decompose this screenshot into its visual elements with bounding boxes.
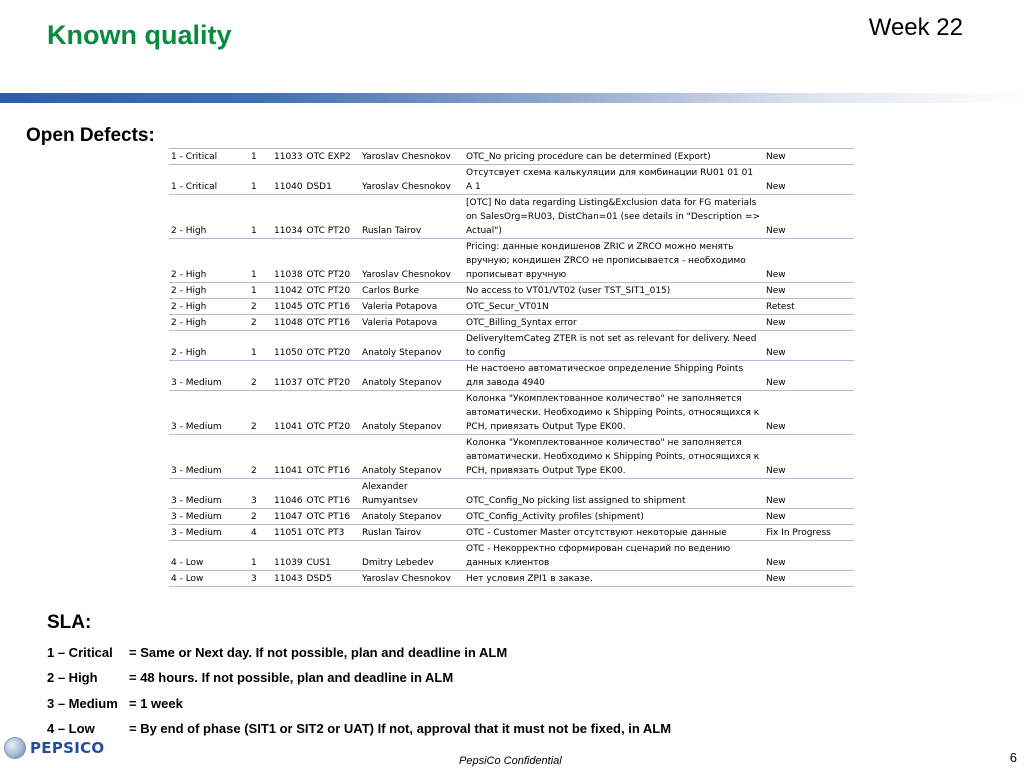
cell-count: 1 [249, 283, 272, 299]
cell-severity: 3 - Medium [169, 361, 249, 391]
cell-severity: 3 - Medium [169, 479, 249, 509]
cell-severity: 2 - High [169, 299, 249, 315]
cell-severity: 1 - Critical [169, 165, 249, 195]
cell-severity: 3 - Medium [169, 391, 249, 435]
defect-area: OTC PT16 [306, 466, 351, 476]
sla-item [47, 670, 453, 685]
cell-description: Колонка "Укомплектованное количество" не заполняется автоматически. Необходимо к Shipping Points, относящихся к PCH, привязать Output Type EK00. [464, 435, 764, 479]
cell-status: New [764, 391, 854, 435]
defect-area: OTC PT16 [306, 512, 351, 522]
cell-owner: Valeria Potapova [360, 315, 464, 331]
table-row [169, 435, 854, 479]
cell-description: OTC_Secur_VT01N [464, 299, 764, 315]
cell-count: 3 [249, 479, 272, 509]
cell-defect-id [272, 509, 360, 525]
defect-area: DSD1 [306, 182, 332, 192]
cell-defect-id [272, 541, 360, 571]
cell-owner: Yaroslav Chesnokov [360, 165, 464, 195]
cell-status: New [764, 435, 854, 479]
cell-severity: 2 - High [169, 315, 249, 331]
cell-defect-id [272, 165, 360, 195]
defect-id: 11041 [274, 466, 303, 476]
table-row [169, 149, 854, 165]
defect-id: 11033 [274, 152, 303, 162]
cell-defect-id [272, 149, 360, 165]
cell-defect-id [272, 435, 360, 479]
table-row [169, 361, 854, 391]
cell-count: 2 [249, 315, 272, 331]
cell-count: 2 [249, 391, 272, 435]
defect-id: 11051 [274, 528, 303, 538]
table-row [169, 391, 854, 435]
cell-defect-id [272, 299, 360, 315]
sla-text: = 48 hours. If not possible, plan and deadline in ALM [129, 670, 454, 685]
cell-count: 2 [249, 299, 272, 315]
cell-severity: 3 - Medium [169, 509, 249, 525]
cell-status: New [764, 571, 854, 587]
slide-title: Known quality [47, 20, 232, 50]
cell-count: 1 [249, 195, 272, 239]
cell-status: New [764, 331, 854, 361]
cell-count: 2 [249, 361, 272, 391]
cell-count: 1 [249, 331, 272, 361]
cell-severity: 3 - Medium [169, 435, 249, 479]
cell-severity: 2 - High [169, 239, 249, 283]
sla-heading: SLA: [47, 612, 92, 633]
cell-description: Не настоено автоматическое определение Shipping Points для завода 4940 [464, 361, 764, 391]
cell-status: New [764, 195, 854, 239]
defect-id: 11047 [274, 512, 303, 522]
defect-area: OTC PT3 [306, 528, 345, 538]
defect-id: 11042 [274, 286, 303, 296]
table-row [169, 525, 854, 541]
cell-status: New [764, 479, 854, 509]
defects-table [169, 148, 854, 587]
cell-count: 3 [249, 571, 272, 587]
defect-id: 11043 [274, 574, 303, 584]
cell-description: OTC_Config_No picking list assigned to shipment [464, 479, 764, 509]
cell-description: OTC - Некорректно сформирован сценарий по ведению данных клиентов [464, 541, 764, 571]
defect-area: OTC PT20 [306, 378, 351, 388]
defect-id: 11048 [274, 318, 303, 328]
defect-area: OTC PT20 [306, 226, 351, 236]
defect-area: OTC EXP2 [306, 152, 351, 162]
cell-defect-id [272, 479, 360, 509]
table-row [169, 479, 854, 509]
defect-id: 11039 [274, 558, 303, 568]
cell-owner: Ruslan Tairov [360, 195, 464, 239]
cell-status: New [764, 165, 854, 195]
defect-area: DSD5 [306, 574, 332, 584]
cell-status: New [764, 283, 854, 299]
table-row [169, 331, 854, 361]
cell-owner: Yaroslav Chesnokov [360, 149, 464, 165]
cell-owner: Anatoly Stepanov [360, 391, 464, 435]
cell-count: 1 [249, 149, 272, 165]
cell-description: DeliveryItemCateg ZTER is not set as relevant for delivery. Need to config [464, 331, 764, 361]
defect-id: 11040 [274, 182, 303, 192]
defect-area: CUS1 [306, 558, 331, 568]
cell-defect-id [272, 391, 360, 435]
week-label: Week 22 [868, 14, 963, 41]
pepsico-logo [4, 737, 104, 759]
page-number: 6 [1009, 750, 1017, 765]
cell-description: Колонка "Укомплектованное количество" не заполняется автоматически. Необходимо к Shipping Points, относящихся к PCH, привязать Output Type EK00. [464, 391, 764, 435]
cell-owner: Anatoly Stepanov [360, 509, 464, 525]
cell-severity: 3 - Medium [169, 525, 249, 541]
cell-status: Retest [764, 299, 854, 315]
sla-text: = Same or Next day. If not possible, plan and deadline in ALM [129, 645, 508, 660]
cell-status: New [764, 509, 854, 525]
open-defects-heading: Open Defects: [26, 125, 155, 146]
cell-description: OTC_Config_Activity profiles (shipment) [464, 509, 764, 525]
cell-defect-id [272, 571, 360, 587]
cell-description: [OTC] No data regarding Listing&Exclusion data for FG materials on SalesOrg=RU03, DistChan=01 (see details in "Description => Actual") [464, 195, 764, 239]
cell-severity: 2 - High [169, 331, 249, 361]
sla-item [47, 645, 507, 660]
cell-severity: 1 - Critical [169, 149, 249, 165]
cell-status: New [764, 361, 854, 391]
defect-area: OTC PT16 [306, 318, 351, 328]
defect-id: 11037 [274, 378, 303, 388]
cell-count: 1 [249, 541, 272, 571]
globe-icon [4, 737, 26, 759]
cell-owner: Yaroslav Chesnokov [360, 239, 464, 283]
defect-id: 11046 [274, 496, 303, 506]
cell-defect-id [272, 315, 360, 331]
cell-owner: Anatoly Stepanov [360, 331, 464, 361]
defect-area: OTC PT20 [306, 348, 351, 358]
defect-area: OTC PT16 [306, 302, 351, 312]
defect-area: OTC PT20 [306, 286, 351, 296]
defect-id: 11041 [274, 422, 303, 432]
cell-owner: Anatoly Stepanov [360, 435, 464, 479]
table-row [169, 283, 854, 299]
table-row [169, 571, 854, 587]
cell-defect-id [272, 239, 360, 283]
cell-description: Отсутсвует схема калькуляции для комбинации RU01 01 01 A 1 [464, 165, 764, 195]
sla-text: = By end of phase (SIT1 or SIT2 or UAT) If not, approval that it must not be fixed, in ALM [129, 721, 672, 736]
defect-id: 11050 [274, 348, 303, 358]
sla-level: 4 – Low [47, 721, 95, 736]
cell-severity: 2 - High [169, 195, 249, 239]
sla-level: 3 – Medium [47, 696, 118, 711]
cell-owner: Carlos Burke [360, 283, 464, 299]
cell-description: No access to VT01/VT02 (user TST_SIT1_015) [464, 283, 764, 299]
cell-status: New [764, 315, 854, 331]
cell-defect-id [272, 195, 360, 239]
cell-count: 2 [249, 435, 272, 479]
defect-id: 11038 [274, 270, 303, 280]
table-row [169, 315, 854, 331]
logo-text: PEPSICO [30, 739, 105, 757]
sla-text: = 1 week [129, 696, 183, 711]
cell-owner: Ruslan Tairov [360, 525, 464, 541]
cell-description: OTC_Billing_Syntax error [464, 315, 764, 331]
sla-level: 2 – High [47, 670, 98, 685]
cell-defect-id [272, 525, 360, 541]
sla-item [47, 696, 183, 711]
header-gradient-bar [0, 93, 1024, 103]
cell-status: New [764, 149, 854, 165]
defect-area: OTC PT16 [306, 496, 351, 506]
defect-id: 11034 [274, 226, 303, 236]
cell-description: OTC_No pricing procedure can be determined (Export) [464, 149, 764, 165]
cell-count: 1 [249, 165, 272, 195]
cell-status: New [764, 541, 854, 571]
table-row [169, 541, 854, 571]
table-row [169, 509, 854, 525]
defect-area: OTC PT20 [306, 270, 351, 280]
cell-description: OTC - Customer Master отсутствуют некоторые данные [464, 525, 764, 541]
defect-area: OTC PT20 [306, 422, 351, 432]
cell-count: 2 [249, 509, 272, 525]
table-row [169, 239, 854, 283]
cell-severity: 4 - Low [169, 541, 249, 571]
table-row [169, 165, 854, 195]
cell-defect-id [272, 283, 360, 299]
cell-count: 4 [249, 525, 272, 541]
cell-description: Pricing: данные кондишенов ZRIC и ZRCO можно менять вручную; кондишен ZRCO не прописывается - необходимо прописыват вручную [464, 239, 764, 283]
cell-owner: Yaroslav Chesnokov [360, 571, 464, 587]
table-row [169, 195, 854, 239]
cell-owner: Anatoly Stepanov [360, 361, 464, 391]
cell-status: New [764, 239, 854, 283]
cell-count: 1 [249, 239, 272, 283]
cell-severity: 4 - Low [169, 571, 249, 587]
cell-severity: 2 - High [169, 283, 249, 299]
cell-defect-id [272, 361, 360, 391]
confidential-label: PepsiCo Confidential [459, 755, 562, 767]
cell-description: Нет условия ZPI1 в заказе. [464, 571, 764, 587]
cell-defect-id [272, 331, 360, 361]
cell-status: Fix In Progress [764, 525, 854, 541]
cell-owner: Alexander Rumyantsev [360, 479, 464, 509]
table-row [169, 299, 854, 315]
cell-owner: Valeria Potapova [360, 299, 464, 315]
sla-item [47, 721, 671, 736]
cell-owner: Dmitry Lebedev [360, 541, 464, 571]
sla-level: 1 – Critical [47, 645, 113, 660]
defect-id: 11045 [274, 302, 303, 312]
